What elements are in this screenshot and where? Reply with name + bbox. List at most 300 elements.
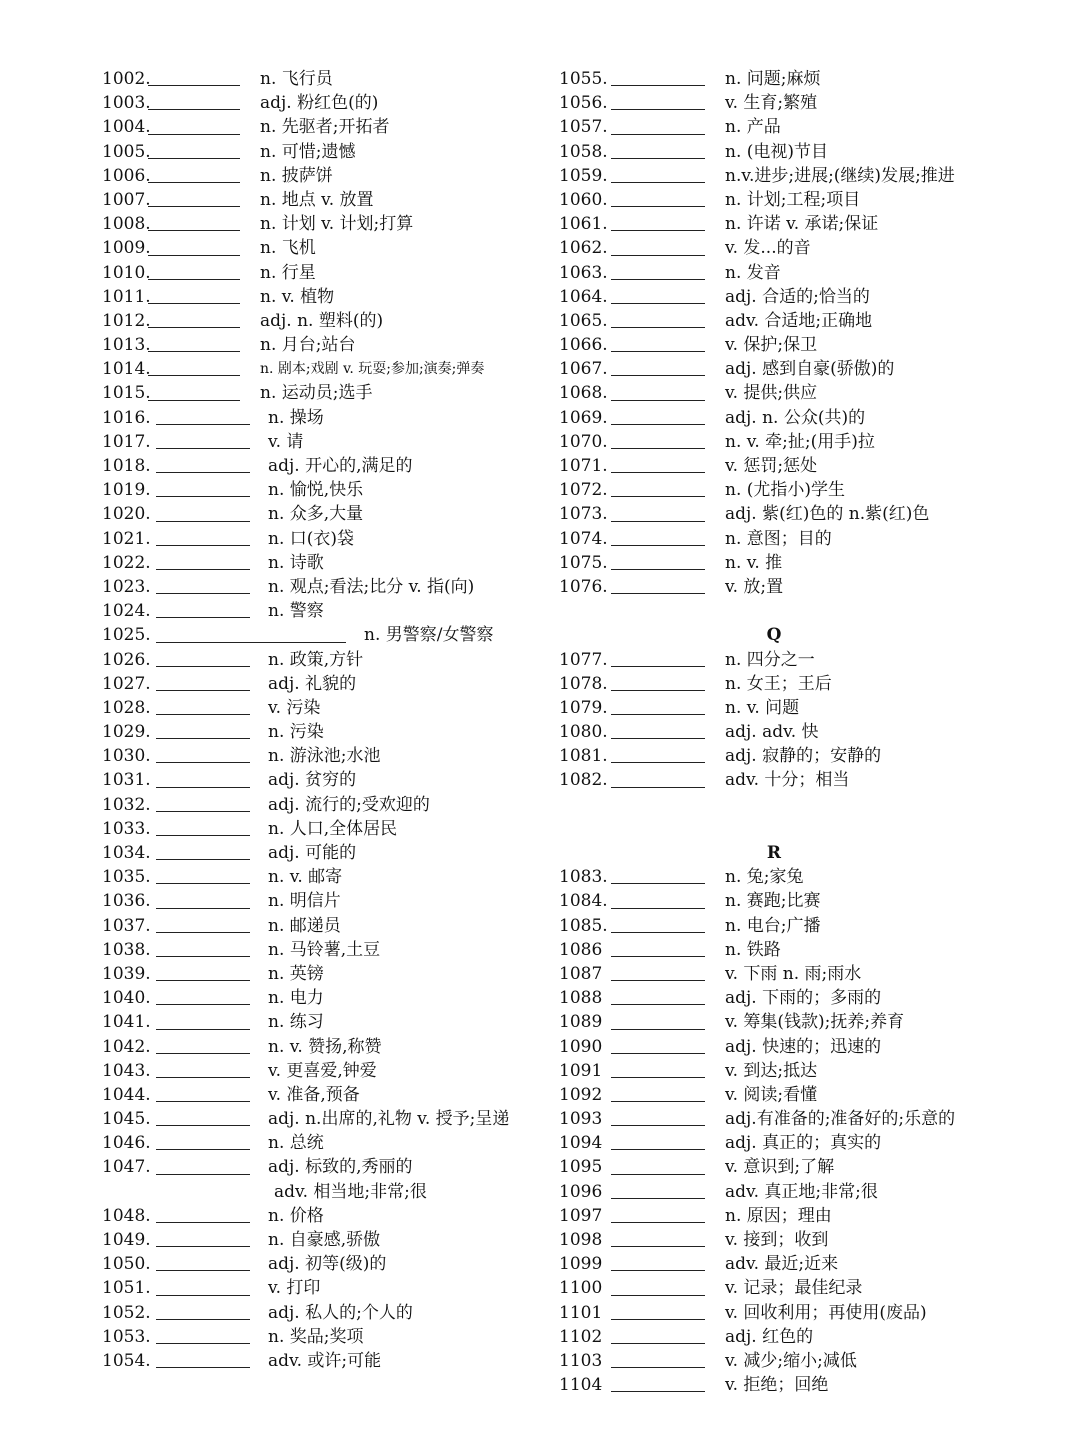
definition-text: adj. n. 塑料(的) (260, 310, 384, 331)
answer-blank[interactable] (156, 865, 250, 889)
answer-blank[interactable] (156, 841, 250, 865)
answer-blank[interactable] (156, 406, 250, 430)
definition-text: n. v. 推 (725, 552, 783, 573)
entry-number: 1037. (102, 915, 151, 936)
answer-blank[interactable] (611, 91, 705, 115)
vocab-row (102, 696, 542, 720)
entry-number: 1102 (559, 1326, 603, 1347)
vocab-row (559, 1155, 999, 1179)
answer-blank[interactable] (148, 261, 240, 285)
definition-text: adv. 十分；相当 (725, 770, 850, 791)
vocab-row (102, 599, 542, 623)
answer-blank[interactable] (611, 1155, 705, 1179)
vocab-row (102, 67, 542, 91)
answer-blank[interactable] (611, 285, 705, 309)
answer-blank[interactable] (611, 261, 705, 285)
answer-blank[interactable] (156, 889, 250, 913)
answer-blank[interactable] (148, 309, 240, 333)
definition-text: n. 污染 (268, 722, 324, 743)
vocab-row (559, 672, 999, 696)
entry-number: 1015. (102, 383, 151, 404)
vocab-row (559, 188, 999, 212)
definition-text: n. 操场 (268, 407, 324, 428)
definition-text: n. 发音 (725, 262, 781, 283)
answer-blank[interactable] (156, 1276, 250, 1300)
answer-blank[interactable] (156, 793, 250, 817)
vocab-row (559, 285, 999, 309)
vocab-row (102, 865, 542, 889)
vocab-row (559, 406, 999, 430)
answer-blank[interactable] (611, 1276, 705, 1300)
answer-blank[interactable] (156, 744, 250, 768)
section-header: R (766, 843, 782, 863)
vocab-row (102, 986, 542, 1010)
vocab-row (102, 357, 542, 381)
definition-text: n. (电视)节目 (725, 141, 829, 162)
entry-number: 1075. (559, 552, 608, 573)
entry-number: 1039. (102, 963, 151, 984)
entry-number: 1066. (559, 335, 608, 356)
definition-text: n. 计划 v. 计划;打算 (260, 214, 414, 235)
spacer-row (559, 793, 999, 817)
entry-number: 1061. (559, 214, 608, 235)
definition-text: n. (尤指小)学生 (725, 480, 846, 501)
answer-blank[interactable] (156, 962, 250, 986)
definition-text: adj. 快速的；迅速的 (725, 1036, 882, 1057)
entry-number: 1074. (559, 528, 608, 549)
entry-number: 1089 (559, 1012, 603, 1033)
answer-blank[interactable] (611, 140, 705, 164)
entry-number: 1052. (102, 1302, 151, 1323)
vocab-row (559, 1301, 999, 1325)
entry-number: 1014. (102, 359, 151, 380)
answer-blank[interactable] (156, 1349, 250, 1373)
answer-blank[interactable] (611, 1204, 705, 1228)
answer-blank[interactable] (156, 575, 250, 599)
vocab-row (559, 236, 999, 260)
answer-blank[interactable] (156, 430, 250, 454)
answer-blank[interactable] (611, 648, 705, 672)
vocab-row (559, 744, 999, 768)
entry-number: 1047. (102, 1157, 151, 1178)
entry-number: 1092 (559, 1084, 603, 1105)
entry-number: 1078. (559, 673, 608, 694)
definition-text: n. v. 赞扬,称赞 (268, 1036, 382, 1057)
vocab-row (102, 261, 542, 285)
answer-blank[interactable] (611, 236, 705, 260)
entry-number: 1067. (559, 359, 608, 380)
entry-number: 1055. (559, 69, 608, 89)
answer-blank[interactable] (611, 575, 705, 599)
vocab-row (102, 1010, 542, 1034)
vocab-row (559, 914, 999, 938)
vocab-row (102, 1035, 542, 1059)
entry-number: 1034. (102, 843, 151, 863)
answer-blank[interactable] (611, 914, 705, 938)
vocab-row (559, 575, 999, 599)
vocab-row (102, 938, 542, 962)
entry-number: 1087 (559, 963, 603, 984)
answer-blank[interactable] (156, 1131, 250, 1155)
entry-number: 1027. (102, 673, 151, 694)
answer-blank[interactable] (156, 720, 250, 744)
definition-text: adv. 最近;近来 (725, 1254, 839, 1275)
definition-text: n. 问题;麻烦 (725, 69, 821, 89)
vocab-row (102, 1131, 542, 1155)
vocab-row (102, 381, 542, 405)
entry-number: 1060. (559, 189, 608, 210)
definition-text: n. 月台;站台 (260, 335, 356, 356)
answer-blank[interactable] (148, 333, 240, 357)
answer-blank[interactable] (156, 1204, 250, 1228)
entry-number: 1026. (102, 649, 151, 670)
entry-number: 1048. (102, 1205, 151, 1226)
entry-number: 1004. (102, 117, 151, 138)
definition-text: n. 运动员;选手 (260, 383, 373, 404)
vocab-row (559, 1228, 999, 1252)
answer-blank[interactable] (611, 889, 705, 913)
vocab-row (559, 309, 999, 333)
definition-text: v. 到达;抵达 (725, 1060, 818, 1081)
answer-blank[interactable] (611, 720, 705, 744)
vocab-row (559, 696, 999, 720)
answer-blank[interactable] (611, 309, 705, 333)
answer-blank[interactable] (156, 599, 250, 623)
definition-text: adj. n. 公众(共)的 (725, 407, 866, 428)
answer-blank[interactable] (611, 406, 705, 430)
answer-blank[interactable] (611, 672, 705, 696)
entry-number: 1100 (559, 1278, 603, 1299)
entry-number: 1101 (559, 1302, 603, 1323)
answer-blank[interactable] (611, 744, 705, 768)
answer-blank[interactable] (156, 1035, 250, 1059)
entry-number: 1073. (559, 504, 608, 525)
entry-number: 1036. (102, 891, 151, 912)
vocab-row (102, 1228, 542, 1252)
vocab-row (102, 1252, 542, 1276)
vocab-row (559, 381, 999, 405)
answer-blank[interactable] (156, 914, 250, 938)
answer-blank[interactable] (156, 502, 250, 526)
answer-blank[interactable] (148, 67, 240, 91)
entry-number: 1099 (559, 1254, 603, 1275)
entry-number: 1009. (102, 238, 151, 259)
definition-text: n. 行星 (260, 262, 316, 283)
vocab-row (102, 962, 542, 986)
answer-blank[interactable] (156, 527, 250, 551)
vocab-row (102, 140, 542, 164)
definition-text: n. 奖品;奖项 (268, 1326, 364, 1347)
section-header: Q (766, 625, 782, 646)
answer-blank[interactable] (611, 67, 705, 91)
answer-blank[interactable] (611, 1325, 705, 1349)
answer-blank[interactable] (148, 285, 240, 309)
definition-text: n. 飞行员 (260, 69, 333, 89)
answer-blank[interactable] (156, 986, 250, 1010)
answer-blank[interactable] (156, 1325, 250, 1349)
answer-blank[interactable] (611, 1131, 705, 1155)
answer-blank[interactable] (156, 672, 250, 696)
vocab-row (102, 1276, 542, 1300)
entry-number: 1076. (559, 576, 608, 597)
answer-blank[interactable] (156, 768, 250, 792)
answer-blank[interactable] (148, 357, 240, 381)
answer-blank[interactable] (611, 865, 705, 889)
definition-text: n. 赛跑;比赛 (725, 891, 821, 912)
answer-blank[interactable] (148, 115, 240, 139)
entry-number: 1072. (559, 480, 608, 501)
answer-blank[interactable] (611, 357, 705, 381)
entry-number: 1056. (559, 93, 608, 114)
answer-blank[interactable] (611, 502, 705, 526)
answer-blank[interactable] (148, 236, 240, 260)
entry-number: 1083. (559, 867, 608, 888)
vocab-row (559, 333, 999, 357)
answer-blank[interactable] (611, 1035, 705, 1059)
entry-number: 1016. (102, 407, 151, 428)
vocab-row (559, 91, 999, 115)
answer-blank[interactable] (156, 623, 346, 647)
answer-blank[interactable] (156, 551, 250, 575)
vocab-row (102, 478, 542, 502)
answer-blank[interactable] (611, 527, 705, 551)
answer-blank[interactable] (156, 938, 250, 962)
entry-number: 1068. (559, 383, 608, 404)
entry-number: 1084. (559, 891, 608, 912)
vocab-row (559, 720, 999, 744)
vocab-row (559, 1325, 999, 1349)
answer-blank[interactable] (156, 1228, 250, 1252)
answer-blank[interactable] (611, 478, 705, 502)
right-column (559, 67, 999, 1397)
vocab-row (102, 527, 542, 551)
answer-blank[interactable] (148, 381, 240, 405)
definition-text: adj. adv. 快 (725, 722, 819, 743)
entry-number: 1077. (559, 649, 608, 670)
answer-blank[interactable] (611, 1252, 705, 1276)
answer-blank[interactable] (611, 962, 705, 986)
entry-number: 1051. (102, 1278, 151, 1299)
definition-text: v. 准备,预备 (268, 1084, 360, 1105)
vocab-row (559, 502, 999, 526)
answer-blank[interactable] (156, 1301, 250, 1325)
definition-text: n. 自豪感,骄傲 (268, 1230, 381, 1250)
vocab-row (102, 430, 542, 454)
entry-number: 1028. (102, 697, 151, 718)
vocab-row (102, 1155, 542, 1179)
vocab-row (559, 115, 999, 139)
answer-blank[interactable] (156, 1107, 250, 1131)
vocab-row (559, 938, 999, 962)
definition-text: adj. 红色的 (725, 1326, 814, 1347)
definition-text: n. 价格 (268, 1205, 324, 1226)
vocab-row (559, 1131, 999, 1155)
vocab-row (559, 551, 999, 575)
answer-blank[interactable] (611, 1301, 705, 1325)
definition-text: n. 练习 (268, 1012, 324, 1033)
answer-blank[interactable] (611, 1349, 705, 1373)
definition-text: n. 地点 v. 放置 (260, 189, 374, 210)
vocab-row (559, 768, 999, 792)
entry-number: 1038. (102, 939, 151, 960)
vocab-row (102, 1301, 542, 1325)
entry-number: 1029. (102, 722, 151, 743)
definition-text: adj. 粉红色(的) (260, 93, 379, 114)
vocab-row (102, 889, 542, 913)
answer-blank[interactable] (611, 381, 705, 405)
definition-text: n. 政策,方针 (268, 649, 364, 670)
definition-text: n. 诗歌 (268, 552, 324, 573)
answer-blank[interactable] (148, 91, 240, 115)
entry-number: 1012. (102, 310, 151, 331)
definition-text: n. 口(衣)袋 (268, 528, 355, 549)
answer-blank[interactable] (611, 454, 705, 478)
entry-number: 1065. (559, 310, 608, 331)
entry-number: 1071. (559, 456, 608, 476)
vocab-row (102, 551, 542, 575)
definition-text: n. v. 植物 (260, 286, 335, 307)
answer-blank[interactable] (148, 140, 240, 164)
answer-blank[interactable] (611, 696, 705, 720)
answer-blank[interactable] (611, 768, 705, 792)
entry-number: 1053. (102, 1326, 151, 1347)
answer-blank[interactable] (611, 1010, 705, 1034)
entry-number: 1008. (102, 214, 151, 235)
answer-blank[interactable] (156, 1155, 250, 1179)
entry-number: 1032. (102, 794, 151, 815)
entry-number: 1104 (559, 1375, 603, 1396)
vocab-row (102, 720, 542, 744)
entry-number: 1023. (102, 576, 151, 597)
definition-text: adj. 开心的,满足的 (268, 456, 413, 476)
answer-blank[interactable] (611, 986, 705, 1010)
vocab-row (102, 1349, 542, 1373)
definition-text: v. 打印 (268, 1278, 321, 1299)
answer-blank[interactable] (156, 454, 250, 478)
vocab-row (102, 212, 542, 236)
answer-blank[interactable] (611, 1059, 705, 1083)
vocab-row (102, 1107, 542, 1131)
entry-number: 1098 (559, 1230, 603, 1250)
vocab-row (559, 1373, 999, 1397)
vocab-row (559, 212, 999, 236)
answer-blank[interactable] (156, 1059, 250, 1083)
answer-blank[interactable] (611, 333, 705, 357)
answer-blank[interactable] (611, 1107, 705, 1131)
answer-blank[interactable] (148, 212, 240, 236)
answer-blank[interactable] (156, 696, 250, 720)
answer-blank[interactable] (156, 1083, 250, 1107)
entry-number: 1088 (559, 988, 603, 1009)
answer-blank[interactable] (156, 817, 250, 841)
entry-number: 1049. (102, 1230, 151, 1250)
definition-text: n. v. 问题 (725, 697, 800, 718)
definition-text: n. 人口,全体居民 (268, 818, 398, 839)
entry-number: 1033. (102, 818, 151, 839)
answer-blank[interactable] (611, 1180, 705, 1204)
entry-number: 1006. (102, 165, 151, 186)
answer-blank[interactable] (611, 164, 705, 188)
definition-text: adj. 寂静的；安静的 (725, 746, 882, 767)
entry-number: 1094 (559, 1133, 603, 1154)
answer-blank[interactable] (611, 551, 705, 575)
answer-blank[interactable] (611, 1083, 705, 1107)
definition-text: adj. 流行的;受欢迎的 (268, 794, 430, 815)
definition-text: adj.有准备的;准备好的;乐意的 (725, 1109, 956, 1130)
vocab-row (559, 430, 999, 454)
answer-blank[interactable] (156, 1010, 250, 1034)
answer-blank[interactable] (611, 1373, 705, 1397)
answer-blank[interactable] (156, 478, 250, 502)
entry-number: 1103 (559, 1350, 603, 1371)
vocab-row (102, 164, 542, 188)
definition-text: v. 接到；收到 (725, 1230, 829, 1250)
entry-number: 1022. (102, 552, 151, 573)
entry-number: 1054. (102, 1350, 151, 1371)
vocab-row (559, 261, 999, 285)
answer-blank[interactable] (611, 188, 705, 212)
definition-text: n. 电台;广播 (725, 915, 821, 936)
vocab-row (559, 865, 999, 889)
spacer-row (559, 599, 999, 623)
definition-text: n. 可惜;遗憾 (260, 141, 356, 162)
definition-text: n. 先驱者;开拓者 (260, 117, 390, 138)
answer-blank[interactable] (148, 188, 240, 212)
vocab-row (559, 140, 999, 164)
vocab-row (559, 527, 999, 551)
entry-number: 1050. (102, 1254, 151, 1275)
vocab-row (102, 1204, 542, 1228)
entry-number: 1041. (102, 1012, 151, 1033)
definition-text: v. 生育;繁殖 (725, 93, 818, 114)
definition-text: n. 飞机 (260, 238, 316, 259)
definition-text: n. 观点;看法;比分 v. 指(向) (268, 576, 475, 597)
definition-text: v. 提供;供应 (725, 383, 818, 404)
entry-number: 1035. (102, 867, 151, 888)
definition-text: n. v. 牵;扯;(用手)拉 (725, 431, 875, 452)
answer-blank[interactable] (611, 115, 705, 139)
entry-number: 1082. (559, 770, 608, 791)
definition-text: n. 计划;工程;项目 (725, 189, 861, 210)
entry-number: 1007. (102, 189, 151, 210)
definition-text: n. 明信片 (268, 891, 341, 912)
answer-blank[interactable] (156, 648, 250, 672)
vocab-row (559, 67, 999, 91)
vocab-row (102, 454, 542, 478)
entry-number: 1046. (102, 1133, 151, 1154)
answer-blank[interactable] (611, 430, 705, 454)
vocab-row (559, 648, 999, 672)
vocab-row (559, 962, 999, 986)
definition-text: v. 下雨 n. 雨;雨水 (725, 963, 862, 984)
answer-blank[interactable] (611, 938, 705, 962)
answer-blank[interactable] (611, 212, 705, 236)
vocab-row (102, 817, 542, 841)
vocab-row (559, 1204, 999, 1228)
entry-number: 1045. (102, 1109, 151, 1130)
answer-blank[interactable] (611, 1228, 705, 1252)
definition-text: adv. 真正地;非常;很 (725, 1181, 878, 1202)
entry-number: 1062. (559, 238, 608, 259)
vocab-row (102, 188, 542, 212)
entry-number: 1097 (559, 1205, 603, 1226)
answer-blank[interactable] (156, 1252, 250, 1276)
answer-blank[interactable] (148, 164, 240, 188)
entry-number: 1003. (102, 93, 151, 114)
entry-number: 1093 (559, 1109, 603, 1130)
definition-text: adj. 标致的,秀丽的 (268, 1157, 413, 1178)
vocab-row (559, 1035, 999, 1059)
